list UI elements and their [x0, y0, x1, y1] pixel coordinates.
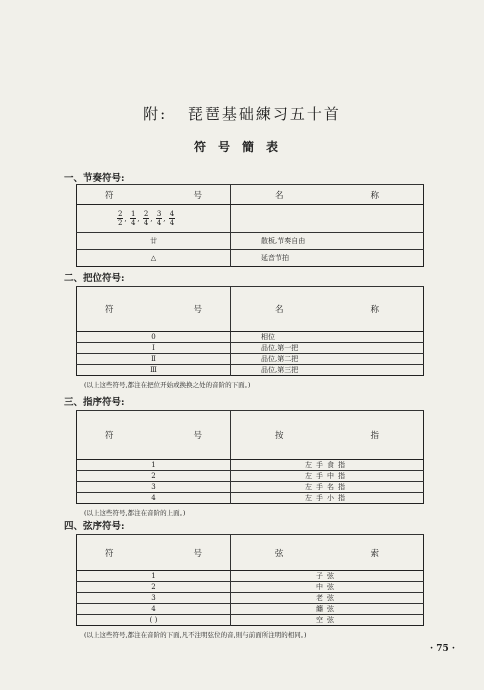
page-title — [0, 103, 484, 124]
table-row: 1 子弦 — [77, 571, 424, 582]
note-strings: (以上这些符号,都注在音阶的下面,凡不注明弦位的音,則与前面所注明的相同。) — [84, 631, 307, 639]
table-row: 廿 散板,节奏自由 — [77, 233, 424, 250]
table-row: Ⅰ 品位,第一把 — [77, 343, 424, 354]
header-name: 名 称 — [231, 185, 424, 205]
header-symbol: 符 号 — [77, 185, 231, 205]
table-row: Ⅱ 品位,第二把 — [77, 354, 424, 365]
section-heading-position: 二、把位符号: — [64, 273, 125, 284]
table-row: 4 左手小指 — [77, 493, 424, 504]
header-symbol: 符 号 — [77, 287, 231, 332]
section-heading-rhythm: 一、节奏符号: — [64, 173, 125, 184]
table-rhythm — [76, 184, 424, 267]
title-prefix: 附: — [143, 105, 168, 123]
header-name: 弦 索 — [231, 535, 424, 571]
section-heading-strings: 四、弦序符号: — [64, 521, 125, 532]
table-row: 4 纏弦 — [77, 604, 424, 615]
header-name: 名 称 — [231, 287, 424, 332]
table-row: △ 延音节拍 — [77, 250, 424, 267]
table-row: 0 相位 — [77, 332, 424, 343]
table-strings — [76, 534, 424, 626]
table-row: Ⅲ 品位,第三把 — [77, 365, 424, 376]
time-signatures-name — [231, 205, 424, 233]
table-row: 3 老弦 — [77, 593, 424, 604]
table-row — [77, 205, 424, 233]
table-row: 2 中弦 — [77, 582, 424, 593]
title-text: 琵琶基础練习五十首 — [187, 105, 341, 123]
note-fingering: (以上这些符号,都注在音阶的上面。) — [84, 509, 186, 517]
header-symbol: 符 号 — [77, 411, 231, 460]
table-row: ( ) 空弦 — [77, 615, 424, 626]
note-position: (以上这些符号,都注在把位开始或换换之处的音阶的下面。) — [84, 381, 251, 389]
time-signatures-cell: $\frac{2}{2}$ , $\frac{1}{4}$ , $\frac{2}{4}$ , $\frac{3}{4}$ , $\frac{4}{4}$ — [77, 205, 231, 233]
table-fingering — [76, 410, 424, 504]
section-heading-fingering: 三、指序符号: — [64, 397, 125, 408]
page-subtitle: 符号簡表 — [193, 140, 290, 154]
table-row: 3 左手名指 — [77, 482, 424, 493]
table-row: 2 左手中指 — [77, 471, 424, 482]
table-position — [76, 286, 424, 376]
page-number: · 75 · — [430, 644, 456, 654]
table-row: 1 左手食指 — [77, 460, 424, 471]
header-name: 按 指 — [231, 411, 424, 460]
header-symbol: 符 号 — [77, 535, 231, 571]
